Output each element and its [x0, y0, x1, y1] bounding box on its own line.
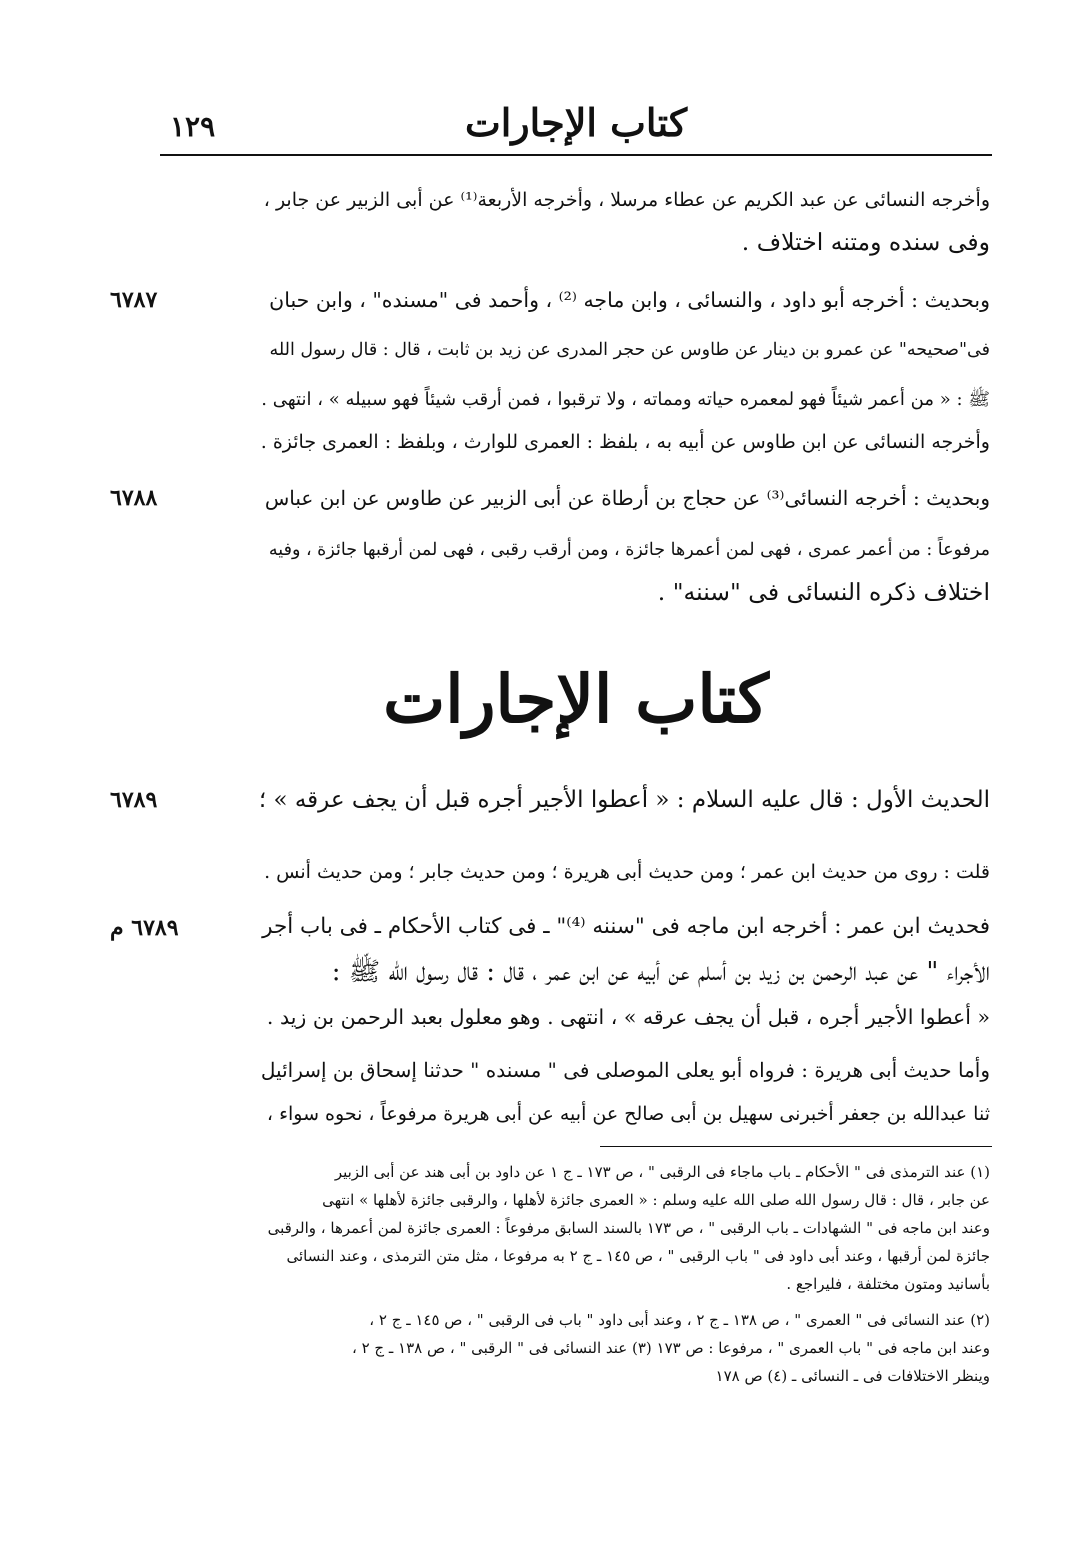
body-line: وفى سنده ومتنه اختلاف . — [741, 228, 990, 256]
body-line: مرفوعاً : من أعمر عمرى ، فهى لمن أعمرها جائزة ، ومن أرقب رقبى ، فهى لمن أرقبها جائزة ، وفيه — [268, 540, 990, 560]
body-line: وأخرجه النسائى عن ابن طاوس عن أبيه به ، بلفظ : العمرى للوارث ، وبلفظ : العمرى جائزة . — [260, 431, 990, 453]
footnote-line: وينظر الاختلافات فى ـ النسائى ـ (٤) ص ١٧٨ — [715, 1367, 990, 1385]
hadith-heading-line: الحديث الأول : قال عليه السلام : « أعطوا الأجير أجره قبل أن يجف عرقه » ؛ — [258, 787, 990, 813]
body-line: وأخرجه النسائى عن عبد الكريم عن عطاء مرسلا ، وأخرجه الأربعة⁽¹⁾ عن أبى الزبير عن جابر ، — [263, 189, 990, 211]
running-title: كتاب الإجارات — [464, 100, 688, 145]
footnote-line: بأسانيد ومتون مختلفة ، فليراجع . — [786, 1275, 990, 1293]
footnote-separator — [600, 1146, 992, 1147]
footnote-line: جائزة لمن أرقبها ، وعند أبى داود فى " باب الرقبى " ، ص ١٤٥ ـ ج ٢ به مرفوعا ، مثل متن الترمذى ، وعند النسائى — [286, 1247, 990, 1265]
body-line: ﷺ : « من أعمر شيئاً فهو لمعمره حياته ومماته ، ولا ترقبوا ، فمن أرقب شيئاً فهو سبيله » ، انتهى . — [261, 389, 990, 410]
body-line: « أعطوا الأجير أجره ، قبل أن يجف عرقه » ، انتهى . وهو معلول بعبد الرحمن بن زيد . — [266, 1005, 990, 1029]
paragraph-number: ٦٧٨٧ — [110, 287, 158, 313]
paragraph-number: ٦٧٨٩ — [110, 787, 158, 813]
page-number: ١٢٩ — [170, 110, 216, 143]
body-line: قلت : روى من حديث ابن عمر ؛ ومن حديث أبى هريرة ؛ ومن حديث جابر ؛ ومن حديث أنس . — [264, 861, 990, 883]
body-line: اختلاف ذكره النسائى فى "سننه" . — [657, 578, 990, 606]
body-line: وبحديث : أخرجه النسائى⁽³⁾ عن حجاج بن أرطاة عن أبى الزبير عن طاوس عن ابن عباس — [264, 486, 990, 510]
body-line: وبحديث : أخرجه أبو داود ، والنسائى ، وابن ماجه ⁽²⁾ ، وأحمد فى "مسنده" ، وابن حبان — [269, 288, 990, 312]
body-line: الأجراء " عن عبد الرحمن بن زيد بن أسلم عن أبيه عن ابن عمر ، قال : قال رسول الله ﷺ : — [331, 957, 990, 987]
footnote-line: (٢) عند النسائى فى " العمرى " ، ص ١٣٨ ـ ج ٢ ، وعند أبى داود " باب فى الرقبى " ، ص ١٤٥ ـ ج ٢ ، — [369, 1311, 990, 1329]
paragraph-number: ٦٧٨٨ — [110, 485, 158, 511]
body-line: فى"صحيحه" عن عمرو بن دينار عن طاوس عن حجر المدرى عن زيد بن ثابت ، قال : قال رسول الله — [269, 340, 990, 360]
chapter-title: كتاب الإجارات — [383, 660, 769, 738]
footnote-line: (١) عند الترمذى فى " الأحكام ـ باب ماجاء فى الرقبى " ، ص ١٧٣ ـ ج ١ عن داود بن أبى هند عن أبى الزبير — [334, 1163, 990, 1181]
body-line: فحديث ابن عمر : أخرجه ابن ماجه فى "سننه ⁽⁴⁾" ـ فى كتاب الأحكام ـ فى باب أجر — [262, 914, 990, 939]
running-header — [160, 92, 992, 156]
paragraph-number: ٦٧٨٩ م — [110, 915, 179, 941]
body-line: وأما حديث أبى هريرة : فرواه أبو يعلى الموصلى فى " مسنده " حدثنا إسحاق بن إسرائيل — [260, 1058, 990, 1082]
body-line: ثنا عبدالله بن جعفر أخبرنى سهيل بن أبى صالح عن أبيه عن أبى هريرة مرفوعاً ، نحوه سواء ، — [266, 1103, 990, 1125]
footnote-line: عن جابر ، قال : قال رسول الله صلى الله عليه وسلم : « العمرى جائزة لأهلها ، والرقبى جائزة لأهلها » انتهى — [322, 1191, 990, 1209]
footnote-line: وعند ابن ماجه فى " الشهادات ـ باب الرقبى " ، ص ١٧٣ بالسند السابق مرفوعاً : العمرى جائزة لمن أعمرها ، والرقبى — [267, 1219, 990, 1237]
footnote-line: وعند ابن ماجه فى " باب العمرى " ، مرفوعا : ص ١٧٣ (٣) عند النسائى فى " الرقبى " ، ص ١٣٨ ـ ج ٢ ، — [351, 1339, 990, 1357]
